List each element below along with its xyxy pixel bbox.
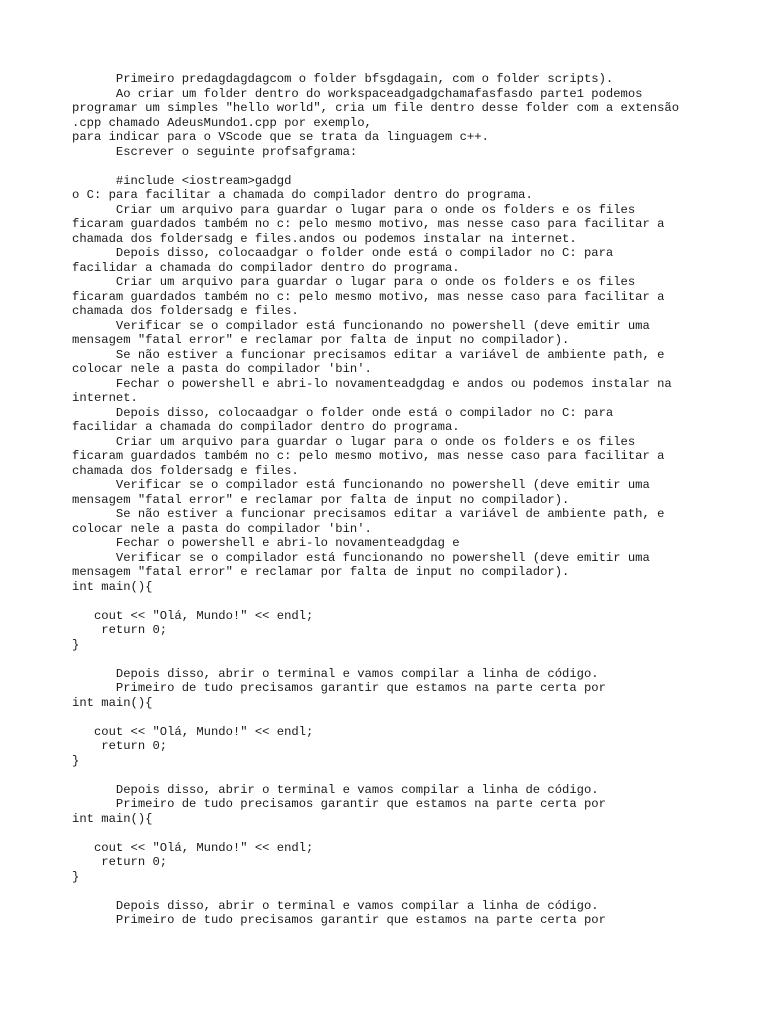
text-line: para indicar para o VScode que se trata da linguagem c++.: [72, 130, 489, 144]
text-line: colocar nele a pasta do compilador 'bin'.: [72, 521, 372, 536]
text-line: cout << "Olá, Mundo!" << endl;: [72, 608, 314, 623]
text-line: Verificar se o compilador está funcionando no powershell (deve emitir uma: [72, 318, 650, 333]
text-line: facilidar a chamada do compilador dentro do programa.: [72, 420, 460, 434]
text-line: cout << "Olá, Mundo!" << endl;: [72, 840, 314, 855]
text-line: facilidar a chamada do compilador dentro do programa.: [72, 260, 460, 275]
text-line: chamada dos foldersadg e files.: [72, 463, 299, 478]
text-line: Verificar se o compilador está funcionando no powershell (deve emitir uma: [72, 550, 650, 565]
text-line: chamada dos foldersadg e files.: [72, 304, 299, 318]
text-line: mensagem "fatal error" e reclamar por falta de input no compilador).: [72, 492, 570, 507]
text-line: Se não estiver a funcionar precisamos editar a variável de ambiente path, e: [72, 347, 665, 362]
text-line: .cpp chamado AdeusMundo1.cpp por exemplo,: [72, 115, 372, 130]
text-line: Depois disso, colocaadgar o folder onde está o compilador no C: para: [72, 405, 614, 420]
text-line: ficaram guardados também no c: pelo mesmo motivo, mas nesse caso para facilitar a: [72, 289, 665, 304]
text-line: int main(){: [72, 811, 153, 826]
text-line: return 0;: [72, 623, 168, 637]
text-line: Primeiro de tudo precisamos garantir que estamos na parte certa por: [72, 797, 606, 811]
text-line: [72, 826, 712, 841]
text-line: [72, 594, 712, 609]
text-line: chamada dos foldersadg e files.andos ou podemos instalar na internet.: [72, 231, 577, 246]
text-line: #include <iostream>gadgd: [72, 173, 292, 188]
text-line: Primeiro de tudo precisamos garantir que estamos na parte certa por: [72, 681, 606, 695]
text-line: }: [72, 869, 80, 884]
text-line: colocar nele a pasta do compilador 'bin'.: [72, 362, 372, 376]
text-line: int main(){: [72, 695, 153, 710]
text-line: Ao criar um folder dentro do workspaceadgadgchamafasfasdo parte1 podemos: [72, 86, 643, 101]
text-line: mensagem "fatal error" e reclamar por falta de input no compilador).: [72, 333, 570, 347]
text-line: }: [72, 637, 80, 652]
text-line: Depois disso, abrir o terminal e vamos compilar a linha de código.: [72, 898, 599, 913]
text-line: [72, 768, 712, 783]
text-line: }: [72, 753, 80, 768]
text-line: ficaram guardados também no c: pelo mesmo motivo, mas nesse caso para facilitar a: [72, 449, 665, 463]
text-line: [72, 710, 712, 725]
text-line: [72, 884, 712, 899]
text-line: [72, 159, 712, 174]
text-line: [72, 652, 712, 667]
text-line: return 0;: [72, 739, 168, 753]
text-line: Escrever o seguinte profsafgrama:: [72, 144, 358, 159]
text-line: programar um simples "hello world", cria um file dentro desse folder com a extensão: [72, 101, 680, 115]
text-line: mensagem "fatal error" e reclamar por falta de input no compilador).: [72, 565, 570, 579]
text-line: Se não estiver a funcionar precisamos editar a variável de ambiente path, e: [72, 507, 665, 521]
document-page: [72, 72, 712, 928]
text-line: Criar um arquivo para guardar o lugar para o onde os folders e os files: [72, 434, 636, 449]
text-line: Depois disso, abrir o terminal e vamos compilar a linha de código.: [72, 782, 599, 797]
text-line: ficaram guardados também no c: pelo mesmo motivo, mas nesse caso para facilitar a: [72, 217, 665, 231]
text-line: Primeiro de tudo precisamos garantir que estamos na parte certa por: [72, 913, 606, 927]
text-line: Fechar o powershell e abri-lo novamenteadgdag e: [72, 536, 460, 550]
text-line: internet.: [72, 391, 138, 405]
text-line: Fechar o powershell e abri-lo novamenteadgdag e andos ou podemos instalar na: [72, 376, 672, 391]
text-line: Verificar se o compilador está funcionando no powershell (deve emitir uma: [72, 478, 650, 492]
text-line: Criar um arquivo para guardar o lugar para o onde os folders e os files: [72, 202, 636, 217]
text-line: return 0;: [72, 855, 168, 869]
text-line: int main(){: [72, 579, 153, 594]
text-line: Criar um arquivo para guardar o lugar para o onde os folders e os files: [72, 275, 636, 289]
text-line: Depois disso, colocaadgar o folder onde está o compilador no C: para: [72, 246, 614, 260]
text-line: Depois disso, abrir o terminal e vamos compilar a linha de código.: [72, 666, 599, 681]
text-line: o C: para facilitar a chamada do compilador dentro do programa.: [72, 188, 533, 202]
text-line: Primeiro predagdagdagcom o folder bfsgdagain, com o folder scripts).: [72, 72, 614, 86]
text-line: cout << "Olá, Mundo!" << endl;: [72, 724, 314, 739]
